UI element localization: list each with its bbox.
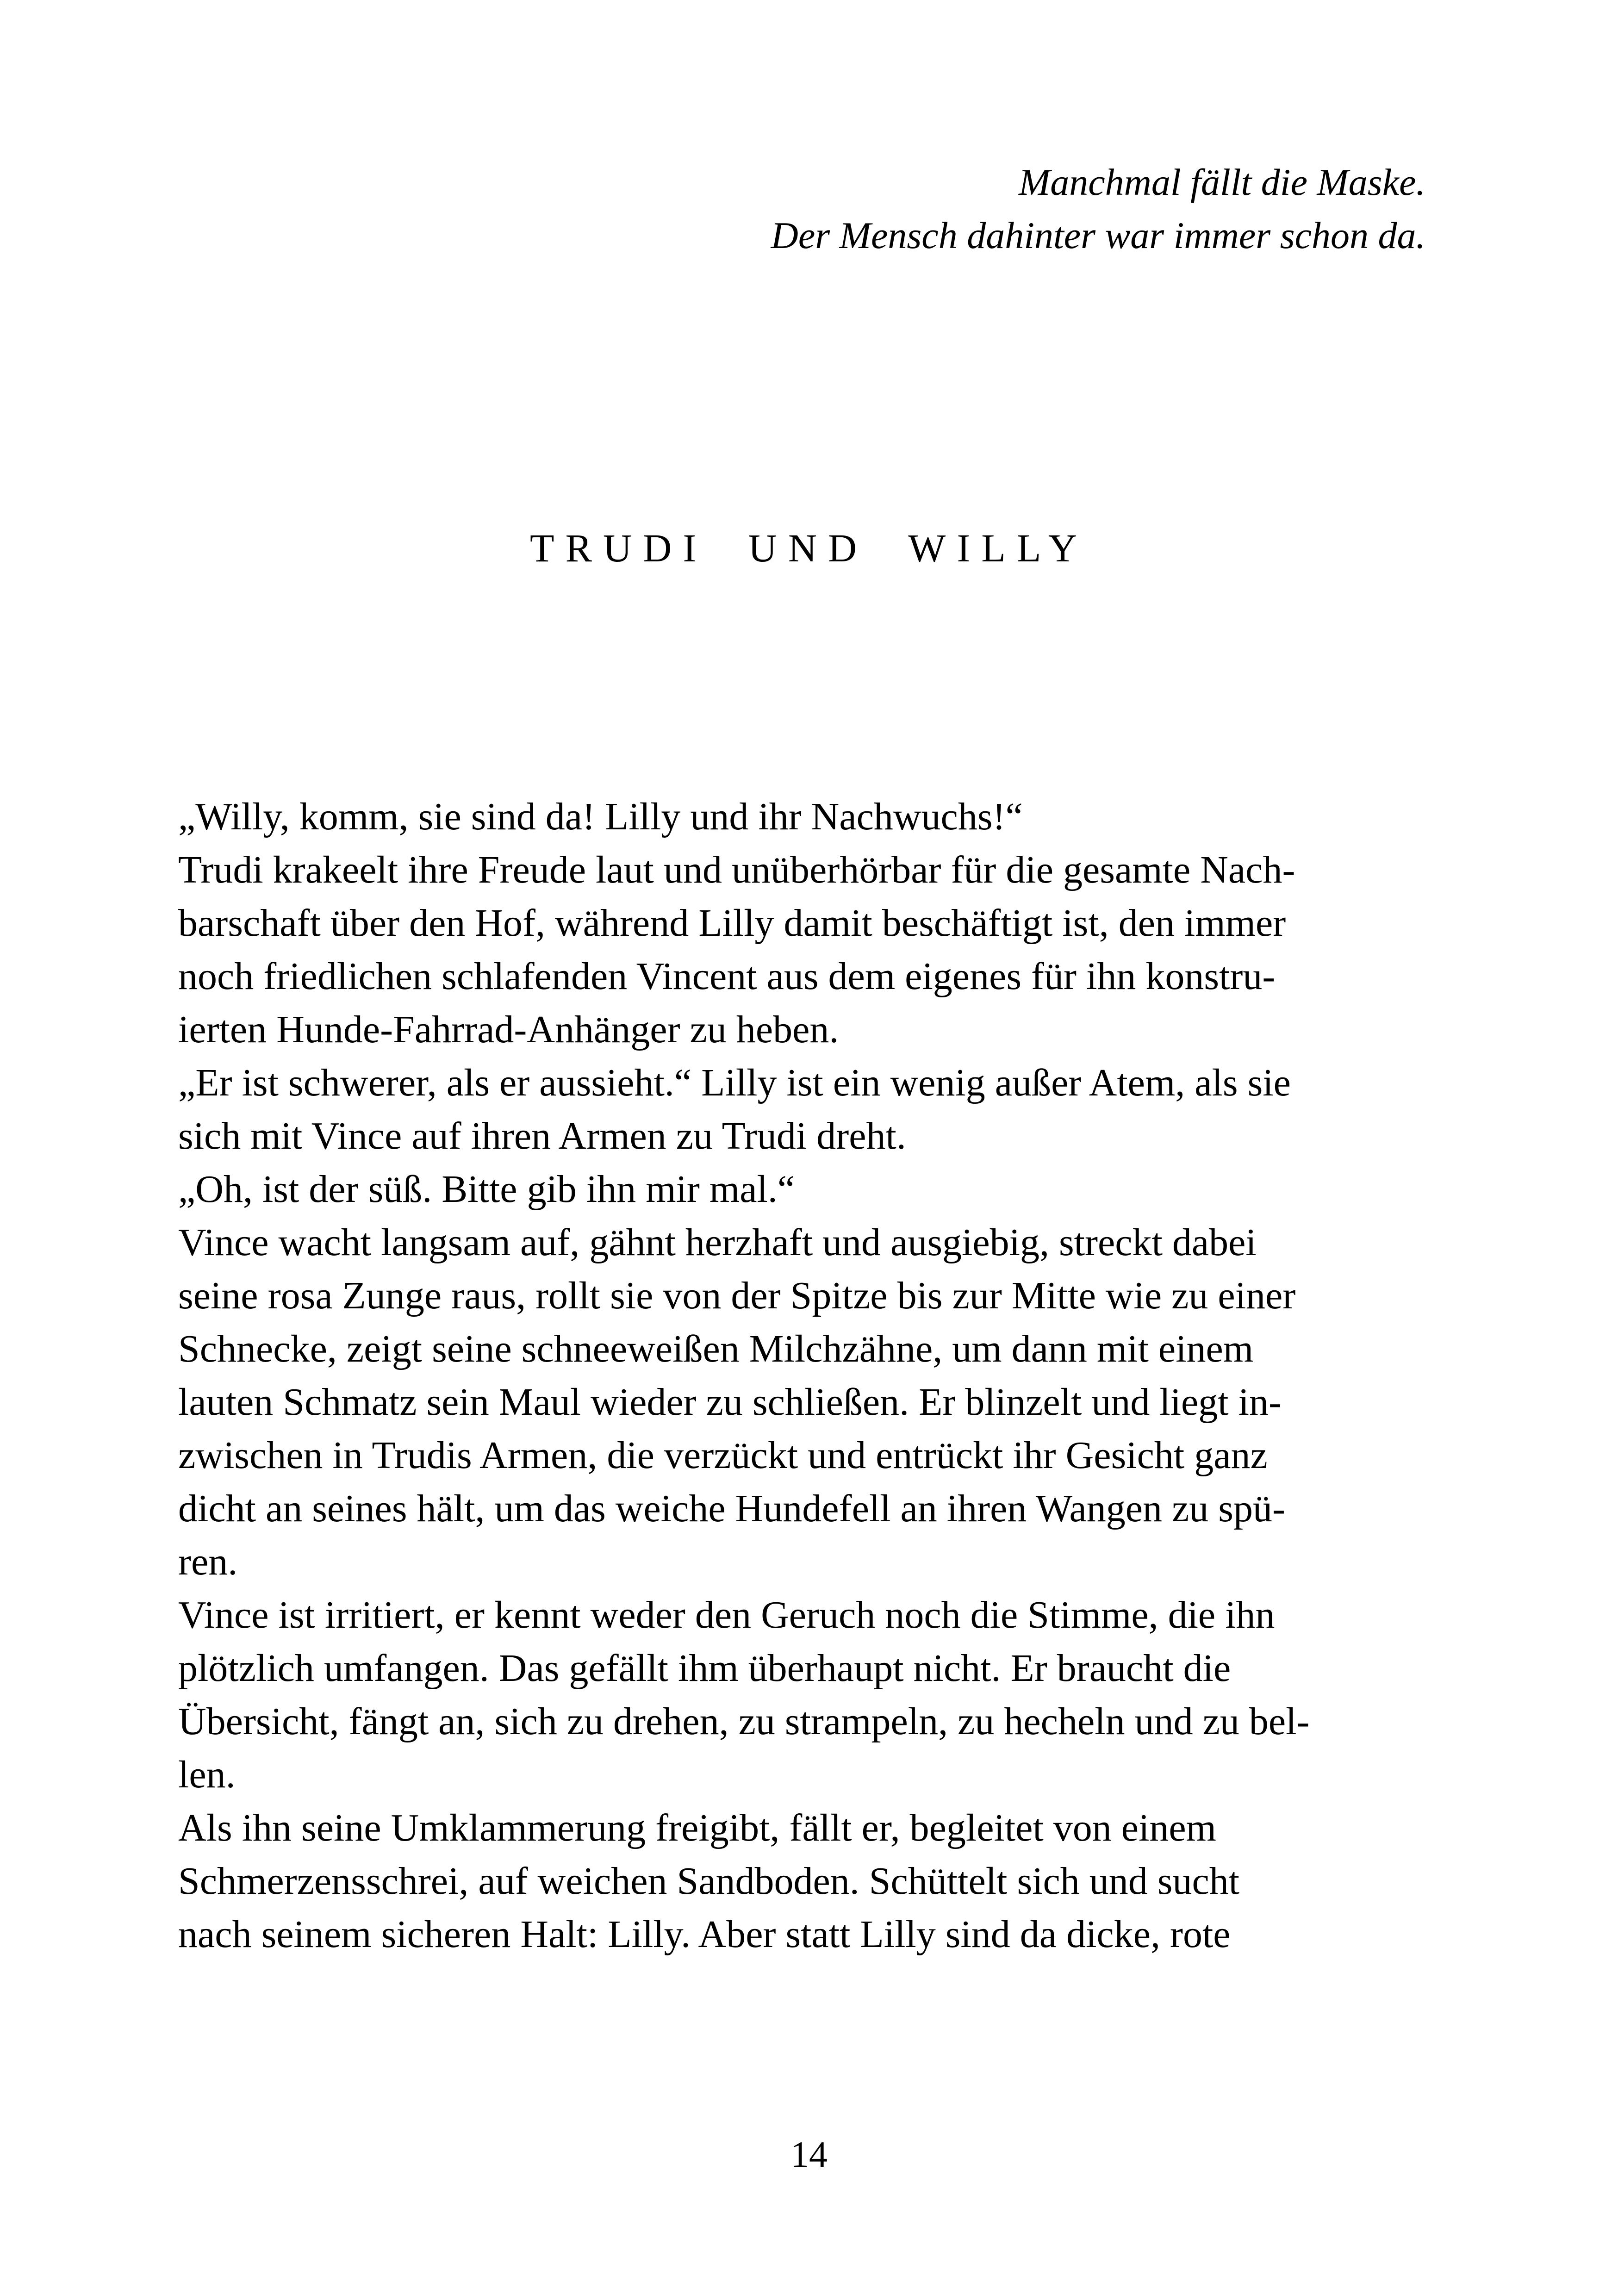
body-line: sich mit Vince auf ihren Armen zu Trudi dreht. (178, 1114, 906, 1157)
body-line: barschaft über den Hof, während Lilly damit beschäftigt ist, den immer (178, 902, 1286, 945)
body-line: ren. (178, 1540, 238, 1583)
body-line: „Willy, komm, sie sind da! Lilly und ihr Nachwuchs!“ (178, 795, 1023, 838)
body-line: Schnecke, zeigt seine schneeweißen Milchzähne, um dann mit einem (178, 1327, 1254, 1370)
body-line: Schmerzensschrei, auf weichen Sandboden. Schüttelt sich und sucht (178, 1860, 1240, 1903)
body-line: dicht an seines hält, um das weiche Hundefell an ihren Wangen zu spü- (178, 1487, 1285, 1530)
epigraph-line: Der Mensch dahinter war immer schon da. (771, 214, 1425, 256)
body-line: len. (178, 1753, 236, 1796)
body-line: ierten Hunde-Fahrrad-Anhänger zu heben. (178, 1008, 839, 1051)
epigraph-line: Manchmal fällt die Maske. (1018, 161, 1425, 203)
body-line: nach seinem sicheren Halt: Lilly. Aber statt Lilly sind da dicke, rote (178, 1913, 1231, 1956)
chapter-title: TRUDI UND WILLY (529, 526, 1089, 570)
body-line: Trudi krakeelt ihre Freude laut und unüberhörbar für die gesamte Nach- (178, 848, 1295, 891)
body-text (178, 790, 1439, 1961)
epigraph (771, 156, 1425, 262)
body-line: Vince wacht langsam auf, gähnt herzhaft und ausgiebig, streckt dabei (178, 1221, 1257, 1264)
body-line: plötzlich umfangen. Das gefällt ihm überhaupt nicht. Er braucht die (178, 1647, 1231, 1690)
body-line: Vince ist irritiert, er kennt weder den Geruch noch die Stimme, die ihn (178, 1593, 1275, 1636)
body-line: Als ihn seine Umklammerung freigibt, fällt er, begleitet von einem (178, 1806, 1217, 1849)
body-line: zwischen in Trudis Armen, die verzückt und entrückt ihr Gesicht ganz (178, 1434, 1268, 1477)
body-line: „Er ist schwerer, als er aussieht.“ Lilly ist ein wenig außer Atem, als sie (178, 1061, 1291, 1104)
body-line: „Oh, ist der süß. Bitte gib ihn mir mal.“ (178, 1168, 795, 1211)
page-number: 14 (790, 2134, 828, 2175)
body-line: noch friedlichen schlafenden Vincent aus dem eigenes für ihn konstru- (178, 955, 1276, 998)
body-line: Übersicht, fängt an, sich zu drehen, zu strampeln, zu hecheln und zu bel- (178, 1700, 1310, 1743)
body-line: lauten Schmatz sein Maul wieder zu schließen. Er blinzelt und liegt in- (178, 1381, 1282, 1424)
body-line: seine rosa Zunge raus, rollt sie von der Spitze bis zur Mitte wie zu einer (178, 1274, 1296, 1317)
